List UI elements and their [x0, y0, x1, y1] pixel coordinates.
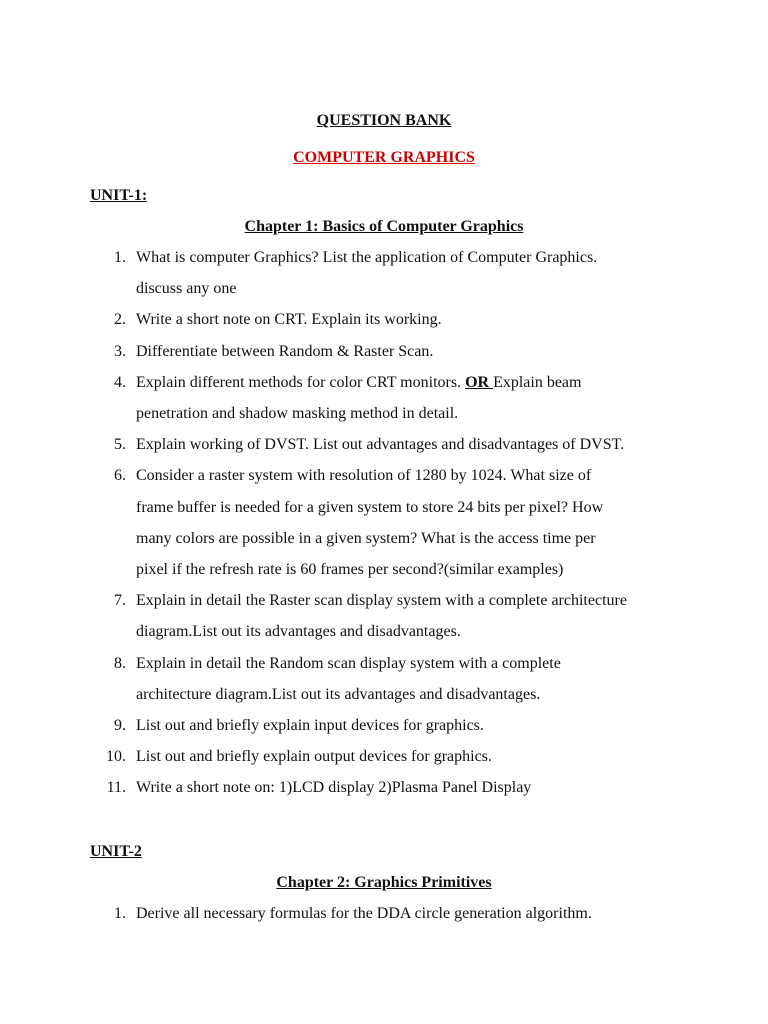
question-number: 6.: [114, 467, 126, 485]
question-text: frame buffer is needed for a given system to store 24 bits per pixel? How: [136, 498, 604, 516]
question-number: 7.: [114, 592, 126, 610]
question-text: discuss any one: [136, 280, 237, 298]
subject-title: COMPUTER GRAPHICS: [293, 149, 475, 166]
question-text: pixel if the refresh rate is 60 frames per second?(similar examples): [136, 560, 564, 578]
question-number: 1.: [114, 249, 126, 266]
question-text: List out and briefly explain input devices for graphics.: [136, 717, 484, 734]
question-text-line: [136, 436, 624, 454]
question-text: penetration and shadow masking method in detail.: [136, 404, 459, 422]
question-number: 3.: [114, 342, 126, 360]
question-text: Differentiate between Random & Raster Scan.: [136, 342, 434, 360]
question-text: What is computer Graphics? List the application of Computer Graphics.: [136, 249, 598, 266]
question-text: Write a short note on: 1)LCD display 2)Plasma Panel Display: [136, 779, 532, 797]
question-text-line: [136, 717, 484, 735]
question-text: diagram.List out its advantages and disadvantages.: [136, 623, 461, 641]
question-text-line: [136, 905, 592, 923]
unit-2-heading: UNIT-2: [90, 843, 142, 860]
question-text-line: [136, 592, 627, 610]
question-number: 5.: [114, 436, 126, 454]
question-number: 8.: [114, 654, 126, 672]
chapter-2-heading: Chapter 2: Graphics Primitives: [276, 874, 492, 891]
question-text: Consider a raster system with resolution of 1280 by 1024. What size of: [136, 467, 592, 485]
question-text-line: [136, 530, 596, 548]
question-text: Explain different methods for color CRT monitors.: [136, 373, 462, 391]
question-text: List out and briefly explain output devices for graphics.: [136, 748, 492, 766]
chapter-1-heading: Chapter 1: Basics of Computer Graphics: [244, 218, 524, 235]
question-text: Write a short note on CRT. Explain its working.: [136, 311, 442, 329]
question-text-line: [136, 374, 581, 392]
question-number: 4.: [114, 373, 126, 391]
question-number: 2.: [114, 311, 126, 329]
question-text-line: [136, 343, 433, 361]
or-keyword: OR: [465, 373, 494, 391]
question-number: 11.: [106, 779, 126, 797]
question-text: architecture diagram.List out its advantages and disadvantages.: [136, 685, 541, 703]
question-text-line: [136, 311, 442, 329]
question-text-line: [136, 249, 597, 267]
question-number: 1.: [114, 905, 126, 922]
question-text: Explain in detail the Raster scan display system with a complete architecture: [136, 592, 627, 610]
question-text: Explain in detail the Random scan display system with a complete: [136, 654, 561, 672]
question-text-line: [136, 499, 603, 517]
question-text-line: [136, 467, 591, 485]
question-number: 10.: [106, 748, 126, 766]
question-text: Explain working of DVST. List out advantages and disadvantages of DVST.: [136, 436, 625, 454]
question-text-line: [136, 561, 563, 579]
question-text-line: [136, 405, 458, 423]
question-text-line: [136, 779, 531, 797]
question-text-line: [136, 655, 561, 673]
question-text: Explain beam: [493, 373, 582, 391]
question-text-line: [136, 686, 540, 704]
question-text: many colors are possible in a given system? What is the access time per: [136, 529, 596, 547]
question-text-line: [136, 748, 492, 766]
question-text-line: [136, 623, 461, 641]
question-number: 9.: [114, 717, 126, 734]
question-text: Derive all necessary formulas for the DDA circle generation algorithm.: [136, 905, 592, 922]
unit-1-heading: UNIT-1:: [90, 187, 148, 204]
question-text-line: [136, 280, 236, 298]
document-title: QUESTION BANK: [316, 112, 452, 129]
